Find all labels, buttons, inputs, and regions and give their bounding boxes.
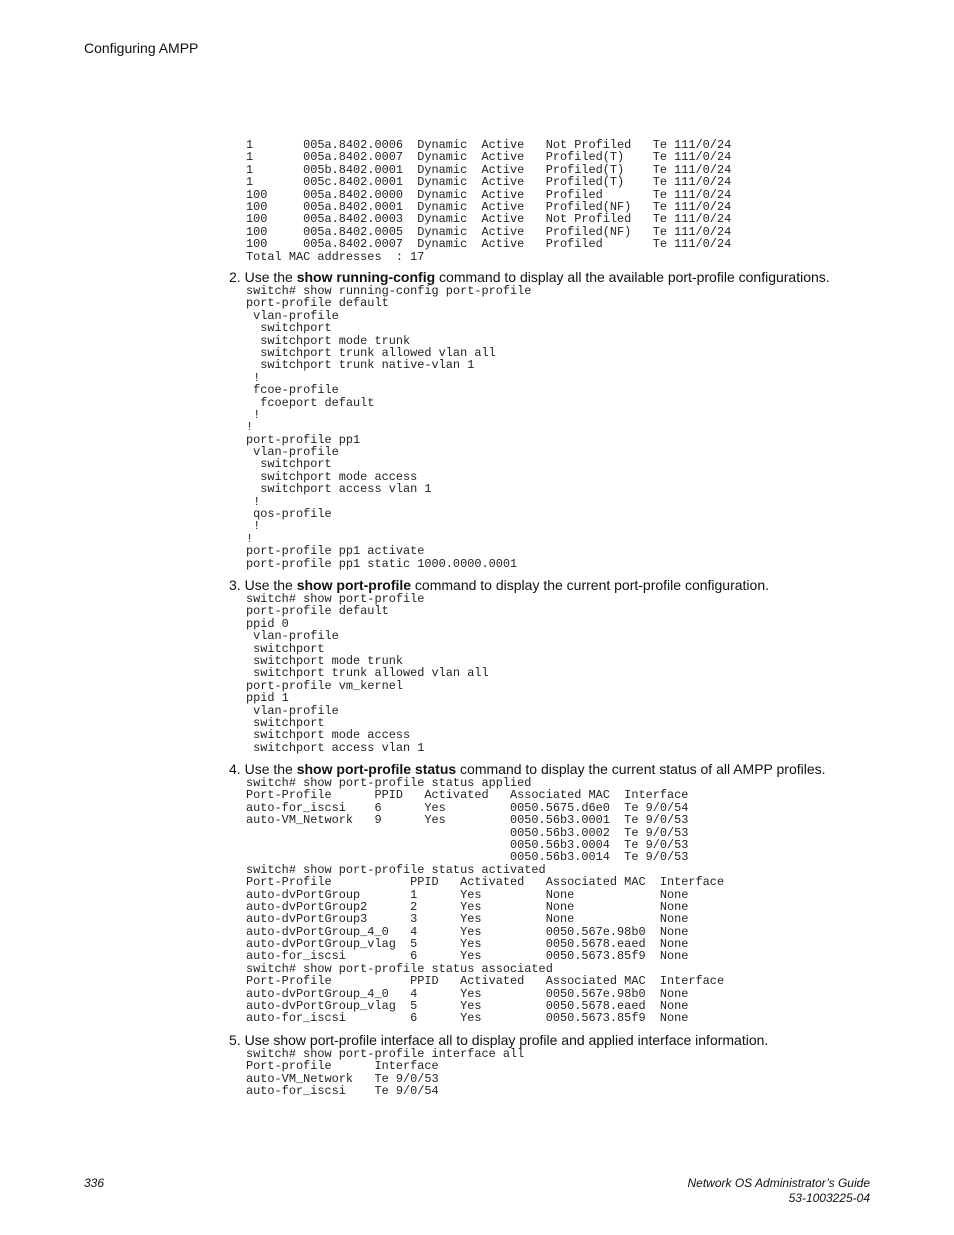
code-line: port-profile default bbox=[246, 296, 389, 311]
code-line: switch# show port-profile status associated bbox=[246, 961, 553, 976]
code-line: Port-Profile PPID Activated Associated MAC Interface bbox=[246, 788, 689, 803]
step-text-pre: Use the bbox=[244, 761, 297, 777]
code-line: Port-Profile PPID Activated Associated MAC Interface bbox=[246, 974, 725, 989]
step-text-pre: Use the bbox=[244, 269, 297, 285]
step-command: show running-config bbox=[296, 269, 436, 285]
code-line: port-profile pp1 activate bbox=[246, 544, 425, 559]
code-line: ppid 0 bbox=[246, 616, 289, 631]
code-line: auto-VM_Network 9 Yes 0050.56b3.0001 Te 9/0/53 bbox=[246, 813, 689, 828]
code-line: switchport mode trunk bbox=[246, 333, 411, 348]
guide-title: Network OS Administrator’s Guide bbox=[687, 1176, 870, 1190]
code-line: auto-dvPortGroup 1 Yes None None bbox=[246, 887, 689, 902]
step-text-post: command to display the current status of all AMPP profiles. bbox=[456, 761, 826, 777]
code-line: ! bbox=[246, 519, 261, 534]
code-line: switchport trunk native-vlan 1 bbox=[246, 358, 475, 373]
code-line: switchport bbox=[246, 321, 332, 336]
code-line: switch# show port-profile status activated bbox=[246, 862, 546, 877]
step-4-code bbox=[246, 777, 724, 1025]
code-line: Total MAC addresses : 17 bbox=[246, 249, 425, 264]
code-line: auto-dvPortGroup_4_0 4 Yes 0050.567e.98b0 None bbox=[246, 986, 689, 1001]
code-line: auto-dvPortGroup_vlag 5 Yes 0050.5678.eaed None bbox=[246, 999, 689, 1014]
code-line: 1 005b.8402.0001 Dynamic Active Profiled(T) Te 111/0/24 bbox=[246, 162, 732, 177]
step-3-code bbox=[246, 593, 489, 754]
code-line: auto-for_iscsi Te 9/0/54 bbox=[246, 1084, 439, 1099]
code-line: vlan-profile bbox=[246, 445, 339, 460]
step-command: show port-profile bbox=[296, 577, 412, 593]
step-3-instruction bbox=[229, 577, 769, 593]
code-line: ! bbox=[246, 370, 261, 385]
step-2-instruction bbox=[229, 269, 830, 285]
code-line: ppid 1 bbox=[246, 691, 289, 706]
code-line: vlan-profile bbox=[246, 308, 339, 323]
code-line: port-profile pp1 bbox=[246, 432, 361, 447]
code-line: switchport trunk allowed vlan all bbox=[246, 666, 489, 681]
code-line: 100 005a.8402.0007 Dynamic Active Profiled Te 111/0/24 bbox=[246, 237, 732, 252]
mac-table-tail bbox=[246, 139, 731, 263]
code-line: 100 005a.8402.0001 Dynamic Active Profiled(NF) Te 111/0/24 bbox=[246, 199, 732, 214]
step-number: 3. bbox=[229, 577, 241, 593]
step-text-post: command to display the current port-profile configuration. bbox=[411, 577, 770, 593]
code-line: 0050.56b3.0004 Te 9/0/53 bbox=[246, 837, 689, 852]
step-5-instruction bbox=[229, 1032, 768, 1048]
code-line: switchport mode access bbox=[246, 728, 411, 743]
code-line: auto-for_iscsi 6 Yes 0050.5673.85f9 None bbox=[246, 1011, 689, 1026]
code-line: ! bbox=[246, 531, 254, 546]
code-line: ! bbox=[246, 407, 261, 422]
code-line: vlan-profile bbox=[246, 629, 339, 644]
code-line: 100 005a.8402.0005 Dynamic Active Profiled(NF) Te 111/0/24 bbox=[246, 224, 732, 239]
code-line: 100 005a.8402.0003 Dynamic Active Not Profiled Te 111/0/24 bbox=[246, 212, 732, 227]
step-text-post: command to display all the available port-profile configurations. bbox=[435, 269, 830, 285]
code-line: fcoe-profile bbox=[246, 383, 339, 398]
page-number: 336 bbox=[84, 1176, 105, 1190]
code-line: switch# show port-profile status applied bbox=[246, 776, 532, 790]
step-2-code bbox=[246, 285, 531, 570]
code-line: switch# show port-profile interface all bbox=[246, 1047, 525, 1061]
code-line: switch# show port-profile bbox=[246, 592, 425, 606]
code-line: switchport access vlan 1 bbox=[246, 740, 425, 755]
code-line: port-profile default bbox=[246, 604, 389, 619]
step-number: 4. bbox=[229, 761, 241, 777]
code-line: switch# show running-config port-profile bbox=[246, 284, 532, 298]
running-header: Configuring AMPP bbox=[84, 40, 199, 56]
code-line: 1 005a.8402.0007 Dynamic Active Profiled(T) Te 111/0/24 bbox=[246, 150, 732, 165]
step-4-instruction bbox=[229, 761, 826, 777]
step-text-pre: Use show port-profile interface all to display profile and applied interface information. bbox=[244, 1032, 769, 1048]
step-number: 2. bbox=[229, 269, 241, 285]
code-line: auto-dvPortGroup_4_0 4 Yes 0050.567e.98b0 None bbox=[246, 924, 689, 939]
code-line: port-profile vm_kernel bbox=[246, 678, 403, 693]
code-line: Port-profile Interface bbox=[246, 1059, 439, 1074]
code-line: auto-VM_Network Te 9/0/53 bbox=[246, 1071, 439, 1086]
code-line: 1 005c.8402.0001 Dynamic Active Profiled(T) Te 111/0/24 bbox=[246, 175, 732, 190]
code-line: switchport mode access bbox=[246, 469, 418, 484]
step-command: show port-profile status bbox=[296, 761, 457, 777]
code-line: auto-for_iscsi 6 Yes 0050.5673.85f9 None bbox=[246, 949, 689, 964]
code-line: switchport bbox=[246, 457, 332, 472]
footer-guide-info bbox=[687, 1176, 870, 1206]
code-line: port-profile pp1 static 1000.0000.0001 bbox=[246, 556, 518, 571]
code-line: auto-dvPortGroup3 3 Yes None None bbox=[246, 912, 689, 927]
code-line: ! bbox=[246, 420, 254, 435]
code-line: switchport bbox=[246, 715, 325, 730]
code-line: 100 005a.8402.0000 Dynamic Active Profiled Te 111/0/24 bbox=[246, 187, 732, 202]
step-5-code bbox=[246, 1048, 524, 1098]
code-line: qos-profile bbox=[246, 507, 332, 522]
code-line: fcoeport default bbox=[246, 395, 375, 410]
code-line: ! bbox=[246, 494, 261, 509]
code-line: switchport access vlan 1 bbox=[246, 482, 432, 497]
code-line: switchport mode trunk bbox=[246, 653, 403, 668]
step-text-pre: Use the bbox=[244, 577, 297, 593]
code-line: switchport bbox=[246, 641, 325, 656]
code-line: auto-for_iscsi 6 Yes 0050.5675.d6e0 Te 9/0/54 bbox=[246, 800, 689, 815]
code-line: auto-dvPortGroup_vlag 5 Yes 0050.5678.eaed None bbox=[246, 937, 689, 952]
code-line: switchport trunk allowed vlan all bbox=[246, 345, 496, 360]
code-line: 1 005a.8402.0006 Dynamic Active Not Profiled Te 111/0/24 bbox=[246, 138, 732, 152]
code-line: 0050.56b3.0014 Te 9/0/53 bbox=[246, 850, 689, 865]
doc-number: 53-1003225-04 bbox=[788, 1191, 870, 1205]
code-line: auto-dvPortGroup2 2 Yes None None bbox=[246, 899, 689, 914]
step-number: 5. bbox=[229, 1032, 241, 1048]
code-line: vlan-profile bbox=[246, 703, 339, 718]
code-line: 0050.56b3.0002 Te 9/0/53 bbox=[246, 825, 689, 840]
code-line: Port-Profile PPID Activated Associated MAC Interface bbox=[246, 875, 725, 890]
